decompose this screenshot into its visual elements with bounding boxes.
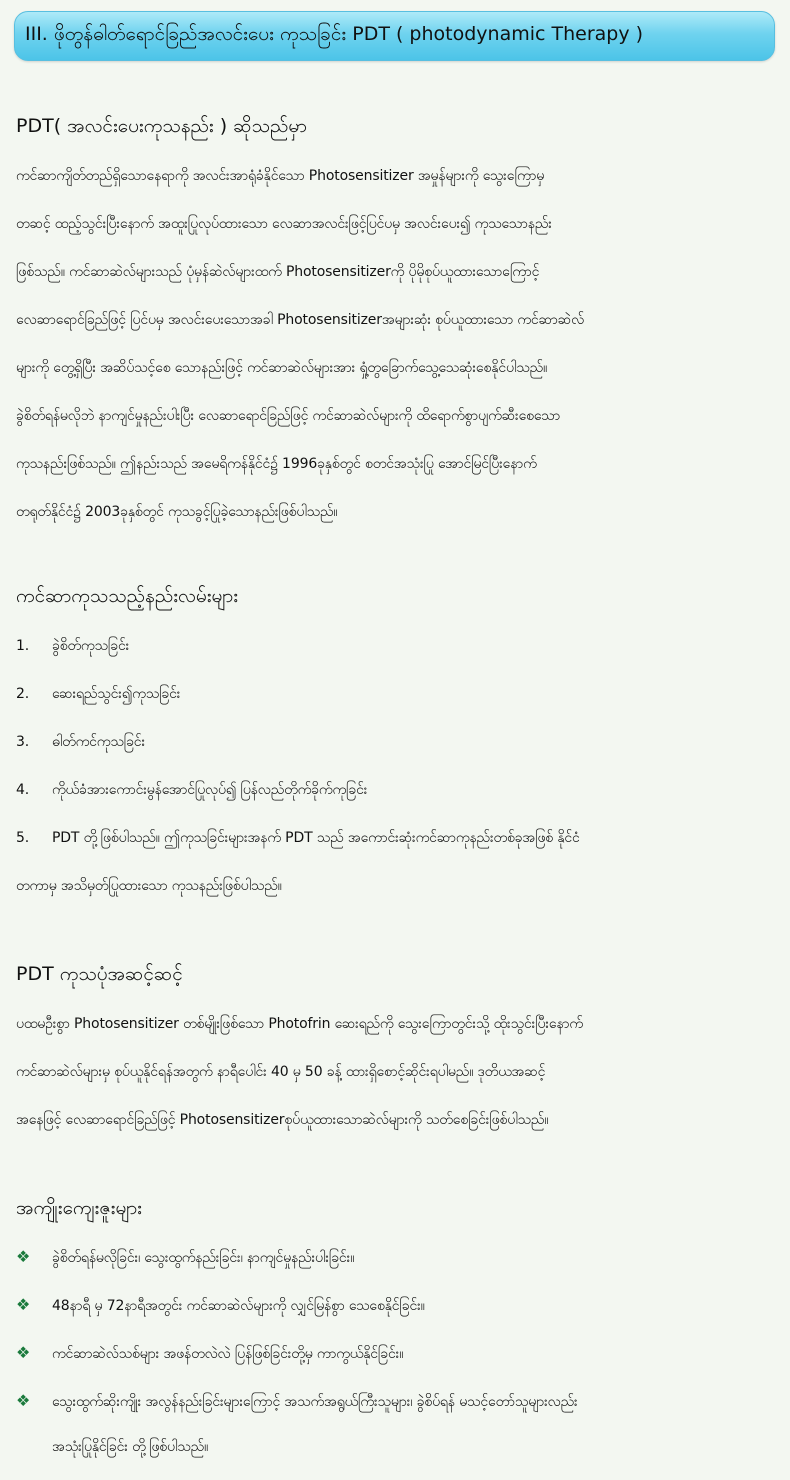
- list-item-text: ဆေးရည်သွင်း၍ကုသခြင်း: [52, 686, 181, 702]
- paragraph-line: အနေဖြင့် လေဆာရောင်ခြည်ဖြင့် Photosensitizerစုပ်ယူထားသောဆဲလ်များကို သတ်စေခြင်းဖြစ်ပါသည်။: [16, 1112, 549, 1128]
- list-item-text: ဓါတ်ကင်ကုသခြင်း: [52, 734, 145, 750]
- paragraph-line: ဖြစ်သည်။ ကင်ဆာဆဲလ်များသည် ပုံမှန်ဆဲလ်များထက် Photosensitizerကို ပိုမိုစုပ်ယူထားသောကြောင့်: [16, 264, 540, 280]
- diamond-bullet-icon: ❖: [16, 1343, 31, 1362]
- bullet-item: [16, 1343, 403, 1365]
- bullet-item-text: ကင်ဆာဆဲလ်သစ်များ အဖန်တလဲလဲ ပြန်ဖြစ်ခြင်းတို့မှ ကာကွယ်နိုင်ခြင်း။: [52, 1346, 404, 1362]
- list-item: [16, 684, 180, 705]
- bullet-item: [16, 1295, 425, 1317]
- section-heading-benefits: အကျိုးကျေးဇူးများ: [16, 1197, 142, 1219]
- section-heading-treatment-methods: ကင်ဆာကုသသည့်နည်းလမ်းများ: [16, 585, 239, 607]
- bullet-item-text: သွေးထွက်ဆိုးကျိုး အလွန်နည်းခြင်းများကြောင့် အသက်အရွယ်ကြီးသူများ၊ ခွဲစိပ်ရန် မသင့်တော်သူများလည်း: [52, 1394, 578, 1410]
- list-number: 5.: [16, 830, 30, 846]
- list-item-continuation: တကာမှ အသိမှတ်ပြုထားသော ကုသနည်းဖြစ်ပါသည်။: [16, 878, 282, 894]
- bullet-item: [16, 1391, 578, 1413]
- bullet-item-text: ခွဲစိတ်ရန်မလိုခြင်း၊ သွေးထွက်နည်းခြင်း၊ နာကျင်မှုနည်းပါးခြင်း။: [52, 1250, 355, 1266]
- paragraph-line: ပထမဦးစွာ Photosensitizer တစ်မျိုးဖြစ်သော Photofrin ဆေးရည်ကို သွေးကြောတွင်းသို့ ထိုးသွင်းပြီးနောက်: [16, 1016, 583, 1032]
- title-banner: [14, 11, 775, 61]
- paragraph-line: ကင်ဆာဆဲလ်များမှ စုပ်ယူနိုင်ရန်အတွက် နာရီပေါင်း 40 မှ 50 ခန့် ထားရှိစောင့်ဆိုင်းရပါမည်။ ဒုတိယအဆင့်: [16, 1064, 546, 1080]
- list-number: 2.: [16, 686, 30, 702]
- section-heading-pdt-definition: PDT( အလင်းပေးကုသနည်း ) ဆိုသည်မှာ: [16, 115, 307, 137]
- diamond-bullet-icon: ❖: [16, 1247, 31, 1266]
- list-item: [16, 732, 145, 753]
- list-item: [16, 636, 129, 657]
- paragraph-line: ကင်ဆာကျိတ်တည်ရှိသောနေရာကို အလင်းအာရုံခံနိုင်သော Photosensitizer အမှုန်များကို သွေးကြောမှ: [16, 168, 545, 184]
- list-item: [16, 780, 367, 801]
- diamond-bullet-icon: ❖: [16, 1295, 31, 1314]
- paragraph-line: များကို တွေ့ရှိပြီး အဆိပ်သင့်စေ သောနည်းဖြင့် ကင်ဆာဆဲလ်များအား ရှုံ့တွခြောက်သွေ့သေဆုံးစေနိုင်ပါသည်။: [16, 360, 548, 376]
- diamond-bullet-icon: ❖: [16, 1391, 31, 1410]
- list-number: 4.: [16, 782, 30, 798]
- list-item: [16, 828, 580, 849]
- list-item-text: ခွဲစိတ်ကုသခြင်း: [52, 638, 130, 654]
- list-item-text: PDT တို့ဖြစ်ပါသည်။ ဤကုသခြင်းများအနက် PDT သည် အကောင်းဆုံးကင်ဆာကုနည်းတစ်ခုအဖြစ် နိုင်ငံ: [52, 830, 580, 846]
- bullet-item-text: 48နာရီ မှ 72နာရီအတွင်း ကင်ဆာဆဲလ်များကို လျှင်မြန်စွာ သေစေနိုင်ခြင်း။: [52, 1298, 425, 1314]
- paragraph-line: တရုတ်နိုင်ငံ၌ 2003ခုနှစ်တွင် ကုသခွင့်ပြုခဲ့သောနည်းဖြစ်ပါသည်။: [16, 504, 338, 520]
- paragraph-line: တဆင့် ထည့်သွင်းပြီးနောက် အထူးပြုလုပ်ထားသော လေဆာအလင်းဖြင့်ပြင်ပမှ အလင်းပေး၍ ကုသသောနည်း: [16, 216, 552, 232]
- paragraph-line: လေဆာရောင်ခြည်ဖြင့် ပြင်ပမှ အလင်းပေးသောအခါ Photosensitizerအများဆုံး စုပ်ယူထားသော ကင်ဆာဆဲလ်: [16, 312, 585, 328]
- page-title: III. ဖိုတွန်ဓါတ်ရောင်ခြည်အလင်းပေး ကုသခြင်း PDT ( photodynamic Therapy ): [25, 23, 644, 45]
- paragraph-line: ခွဲစိတ်ရန်မလိုဘဲ နာကျင်မှုနည်းပါးပြီး လေဆာရောင်ခြည်ဖြင့် ကင်ဆာဆဲလ်များကို ထိရောက်စွာပျက်ဆီးစေသော: [16, 408, 561, 424]
- bullet-item-continuation: အသုံးပြုနိုင်ခြင်း တို့ဖြစ်ပါသည်။: [52, 1439, 209, 1455]
- bullet-item: [16, 1247, 354, 1269]
- list-item-text: ကိုယ်ခံအားကောင်းမွန်အောင်ပြုလုပ်၍ ပြန်လည်တိုက်ခိုက်ကုခြင်း: [52, 782, 368, 798]
- list-number: 3.: [16, 734, 30, 750]
- paragraph-line: ကုသနည်းဖြစ်သည်။ ဤနည်းသည် အမေရိကန်နိုင်ငံ၌ 1996ခုနှစ်တွင် စတင်အသုံးပြု အောင်မြင်ပြီးနောက်: [16, 456, 537, 472]
- list-number: 1.: [16, 638, 30, 654]
- section-heading-pdt-procedure: PDT ကုသပုံအဆင့်ဆင့်: [16, 963, 183, 985]
